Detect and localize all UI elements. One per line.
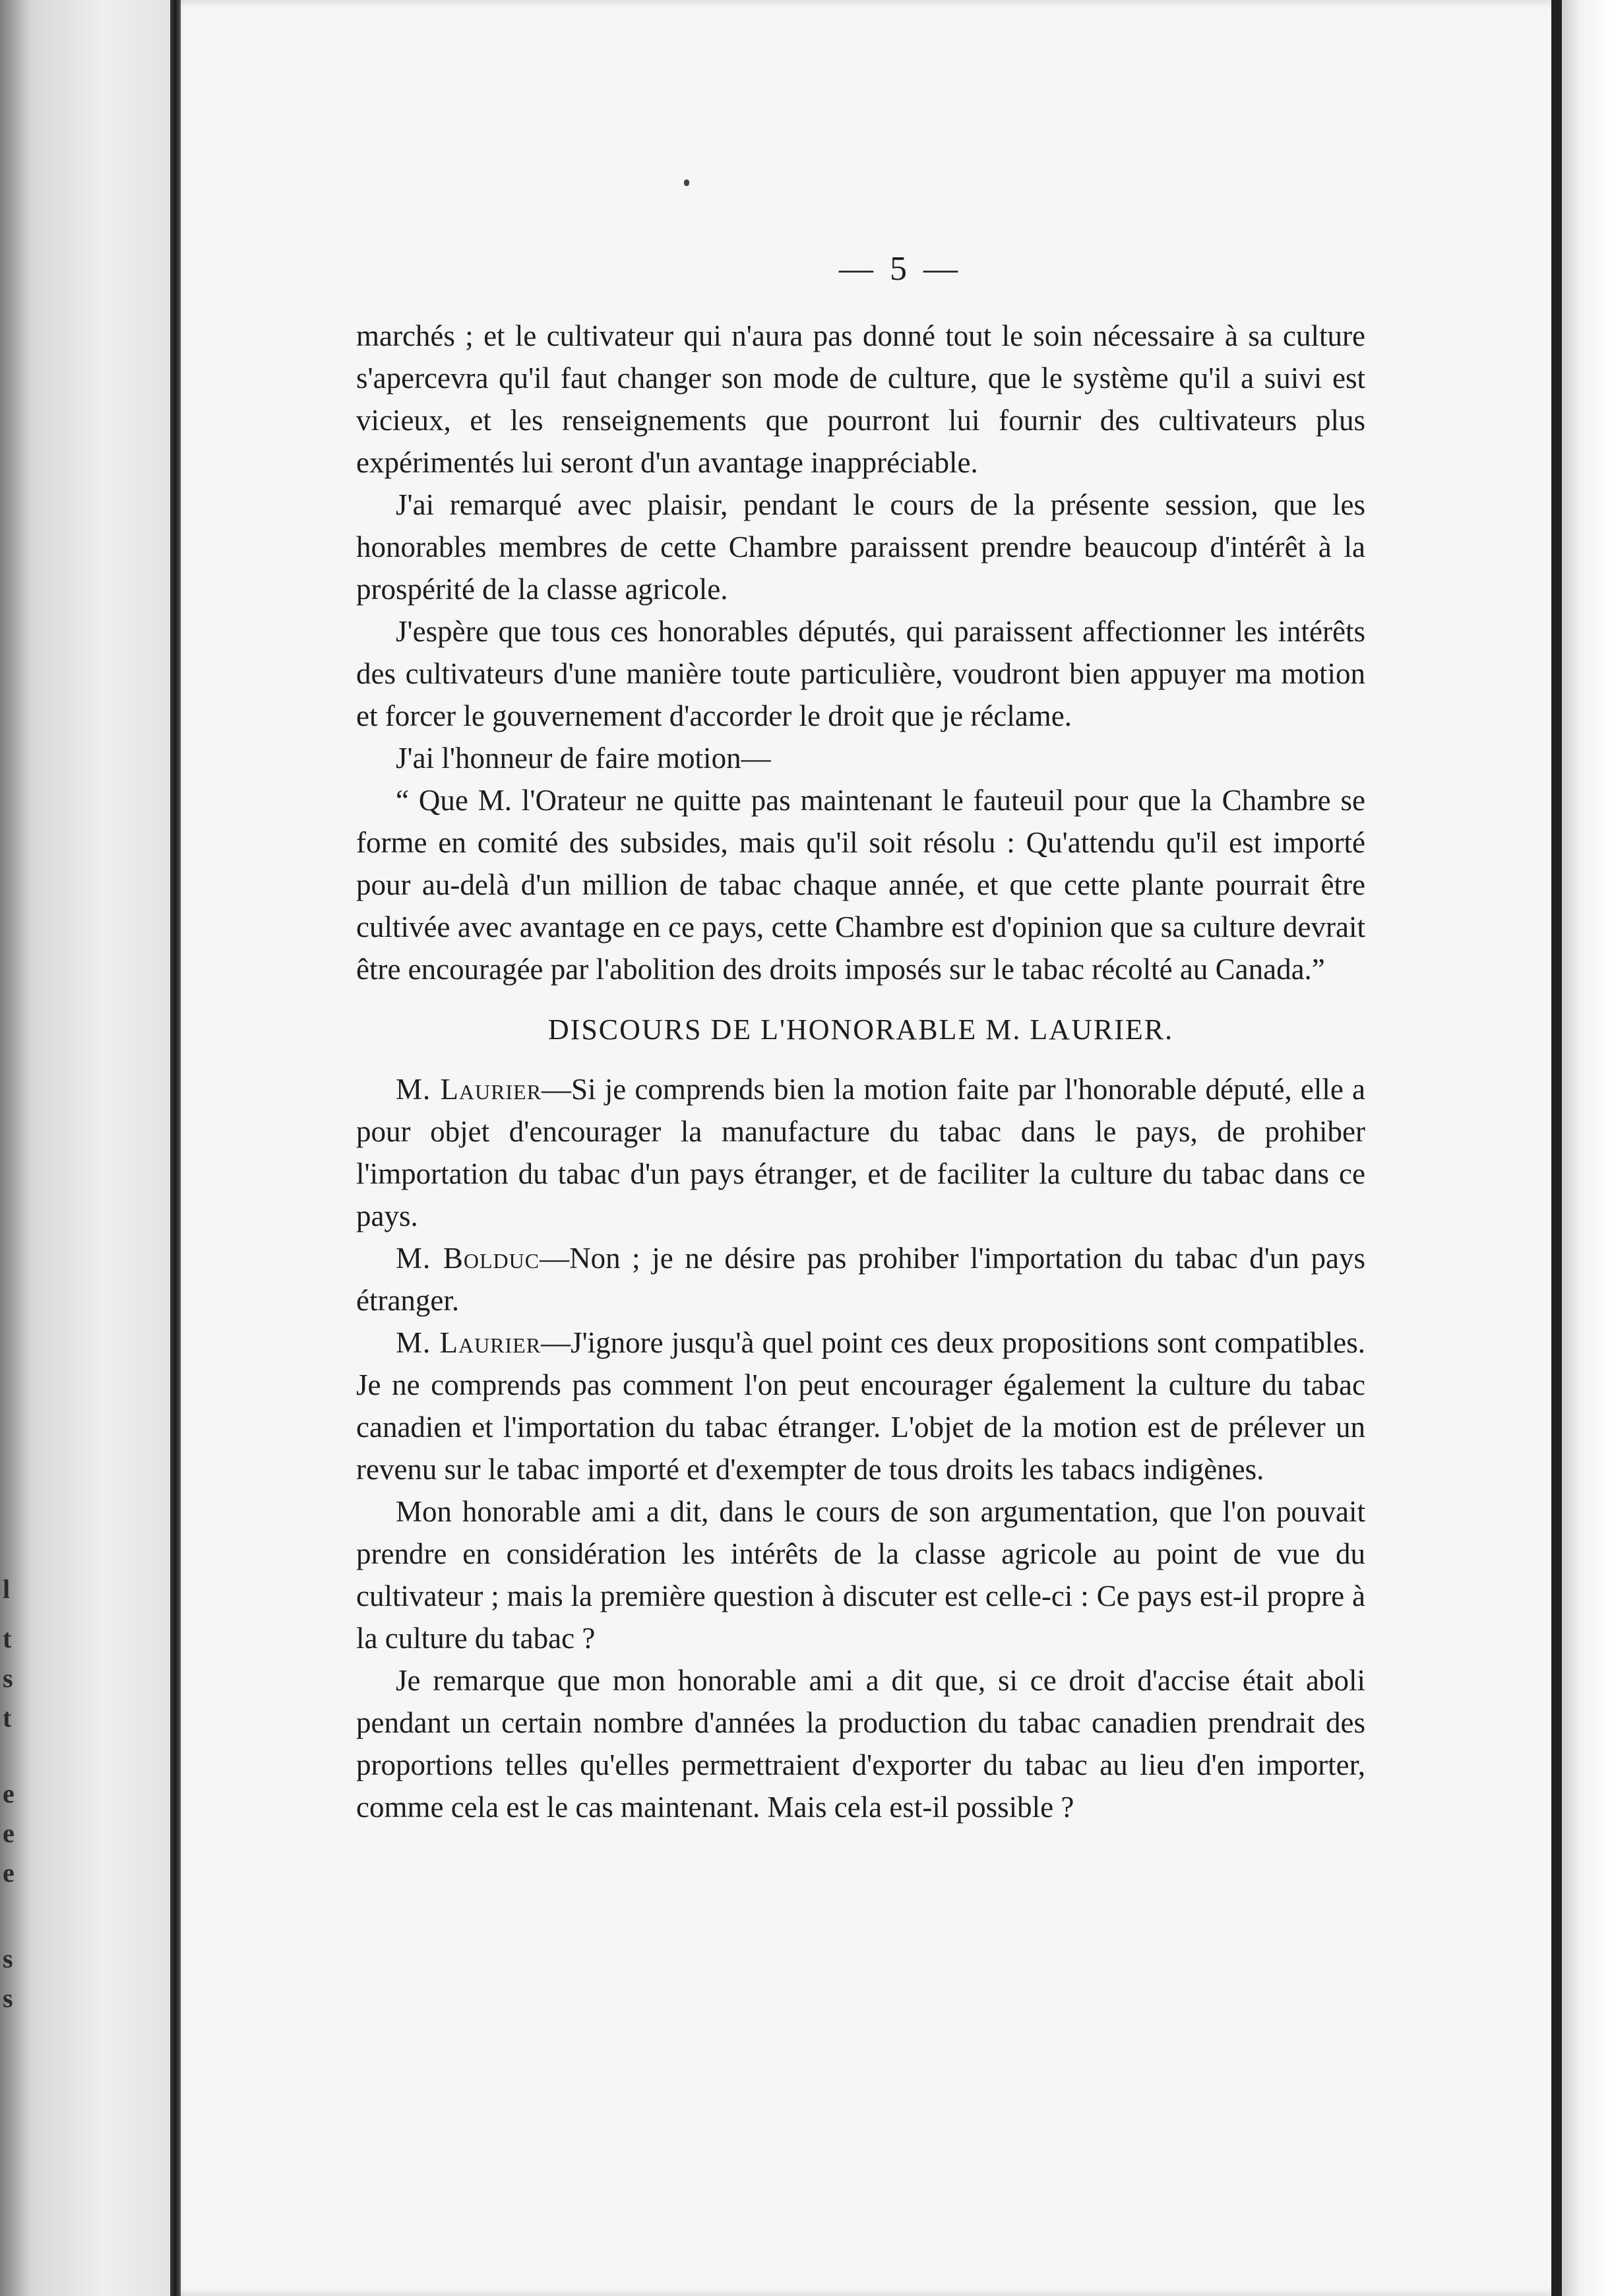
ink-speck — [684, 179, 689, 186]
edge-letter: e — [3, 1818, 15, 1848]
edge-letter: l — [3, 1574, 11, 1604]
edge-letter: s — [3, 1944, 13, 1973]
previous-page-edge — [0, 0, 18, 2296]
edge-letter: s — [3, 1983, 13, 2013]
paragraph: Je remarque que mon honorable ami a dit que, si ce droit d'accise était aboli pendant un certain nombre d'années la production du tabac canadien prendrait des proportions telles qu'elles permettraient d'exporter du tabac au lieu d'en importer, comme cela est le cas maintenant. Mais cela est-il possible ? — [356, 1664, 1365, 1824]
paragraph: J'ai l'honneur de faire motion— — [396, 742, 771, 775]
scan-left-margin — [0, 0, 170, 2296]
page-edge-rule — [1551, 0, 1562, 2296]
speech — [356, 1322, 1365, 1490]
speaker-name: M. Laurier — [396, 1073, 542, 1106]
speech — [356, 1068, 1365, 1237]
motion-quote: “ Que M. l'Orateur ne quitte pas maintenant le fauteuil pour que la Chambre se forme en comité des subsides, mais qu'il soit résolu : Qu'attendu qu'il est importé pour au-delà d'un million de tabac chaque année, et que cette plante pourrait être cultivée avec avantage en ce pays, cette Chambre est d'opinion que sa culture devrait être encouragée par l'abolition des droits imposés sur le tabac récolté au Canada.” — [356, 784, 1365, 986]
edge-letter: t — [3, 1624, 12, 1653]
speech-text: —J'ignore jusqu'à quel point ces deux propositions sont compatibles. Je ne comprends pas comment l'on peut encourager également la culture du tabac canadien et l'importation du tabac étranger. L'objet de la motion est de prélever un revenu sur le tabac importé et d'exempter de tous droits les tabacs indigènes. — [356, 1326, 1365, 1486]
page-text — [356, 249, 1365, 1828]
scan-right-margin — [1563, 0, 1612, 2296]
speech — [356, 1237, 1365, 1322]
speaker-name: M. Laurier — [396, 1326, 542, 1359]
paragraph: Mon honorable ami a dit, dans le cours de son argumentation, que l'on pouvait prendre en considération les intérêts de la classe agricole au point de vue du cultivateur ; mais la première question à discuter est celle-ci : Ce pays est-il propre à la culture du tabac ? — [356, 1495, 1365, 1655]
paragraph: J'espère que tous ces honorables députés, qui paraissent affectionner les intérêts des cultivateurs d'une manière toute particulière, voudront bien appuyer ma motion et forcer le gouvernement d'accorder le droit que je réclame. — [356, 615, 1365, 732]
speech-text: —Non ; je ne désire pas prohiber l'importation du tabac d'un pays étranger. — [356, 1242, 1365, 1317]
edge-letter: s — [3, 1663, 13, 1693]
edge-letter: t — [3, 1703, 12, 1733]
section-heading: DISCOURS DE L'HONORABLE M. LAURIER. — [547, 1013, 1174, 1046]
binding-shadow — [170, 0, 181, 2296]
edge-letter: e — [3, 1779, 15, 1808]
paragraph: marchés ; et le cultivateur qui n'aura pas donné tout le soin nécessaire à sa culture s'apercevra qu'il faut changer son mode de culture, que le système qu'il a suivi est vicieux, et les renseignements que pourront lui fournir des cultivateurs plus expérimentés lui seront d'un avantage inappréciable. — [356, 319, 1365, 479]
edge-letter: e — [3, 1858, 15, 1888]
speaker-name: M. Bolduc — [396, 1242, 540, 1275]
speech-text: —Si je comprends bien la motion faite par l'honorable député, elle a pour objet d'encourager la manufacture du tabac dans le pays, de prohiber l'importation du tabac d'un pays étranger, et de faciliter la culture du tabac dans ce pays. — [356, 1073, 1365, 1232]
paragraph: J'ai remarqué avec plaisir, pendant le cours de la présente session, que les honorables membres de cette Chambre paraissent prendre beaucoup d'intérêt à la prospérité de la classe agricole. — [356, 488, 1365, 606]
page-number: — 5 — — [839, 250, 962, 288]
